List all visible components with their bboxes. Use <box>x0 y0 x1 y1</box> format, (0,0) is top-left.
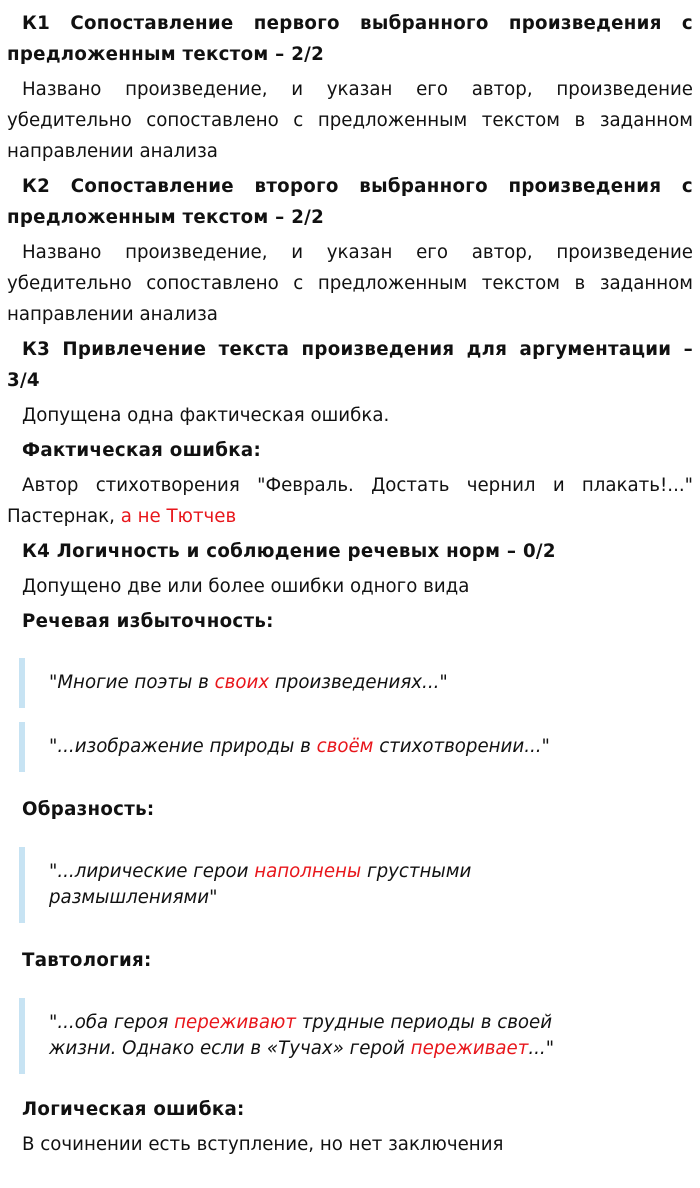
quote4-line2-highlight: переживает <box>410 1038 529 1059</box>
k1-text: Названо произведение, и указан его автор, произведение убедительно сопоставлено с предложенным текстом в заданном направлении анализа <box>7 79 693 162</box>
quote3-after: грустными <box>361 861 472 882</box>
quote4-line2-before: жизни. Однако если в «Тучах» герой <box>49 1038 411 1059</box>
quote3-highlight: наполнены <box>254 861 362 882</box>
quote1-highlight: своих <box>214 672 270 693</box>
quote4-highlight: переживают <box>174 1012 296 1033</box>
quote2-before: "...изображение природы в <box>49 736 317 757</box>
quote2-after: стихотворении..." <box>373 736 550 757</box>
k3-error-heading: Фактическая ошибка: <box>22 440 262 461</box>
quote4-after: трудные периоды в своей <box>295 1012 553 1033</box>
quote1-before: "Многие поэты в <box>49 672 215 693</box>
quote4-line2-after: ..." <box>528 1038 555 1059</box>
k4-heading: К4 Логичность и соблюдение речевых норм – 0/2 <box>22 541 556 562</box>
k3-error-text <box>7 470 693 532</box>
k2-heading: К2 Сопоставление второго выбранного произведения с предложенным текстом – 2/2 <box>7 176 693 228</box>
k3-text: Допущена одна фактическая ошибка. <box>22 405 390 426</box>
quote-tautology <box>19 998 693 1074</box>
quote3-line1 <box>49 859 693 885</box>
quote-redundancy-1 <box>19 658 693 708</box>
k3-heading: К3 Привлечение текста произведения для аргументации – 3/4 <box>7 339 693 391</box>
imagery-heading: Образность: <box>22 799 155 820</box>
quote1-after: произведениях..." <box>269 672 448 693</box>
k2-text: Названо произведение, и указан его автор, произведение убедительно сопоставлено с предложенным текстом в заданном направлении анализа <box>7 242 693 325</box>
k3-error-text-main: Автор стихотворения "Февраль. Достать чернил и плакать!..." Пастернак, <box>7 475 693 527</box>
quote-redundancy-2 <box>19 722 693 772</box>
k3-error-highlight: а не Тютчев <box>120 506 237 527</box>
k1-heading: К1 Сопоставление первого выбранного произведения с предложенным текстом – 2/2 <box>7 13 693 65</box>
logic-heading: Логическая ошибка: <box>22 1099 245 1120</box>
tautology-heading: Тавтология: <box>22 950 152 971</box>
k4-text: Допущено две или более ошибки одного вида <box>22 576 470 597</box>
quote4-line1 <box>49 1010 693 1036</box>
quote2-highlight: своём <box>316 736 374 757</box>
quote3-before: "...лирические герои <box>49 861 255 882</box>
redundancy-heading: Речевая избыточность: <box>22 611 274 632</box>
quote4-before: "...оба героя <box>49 1012 175 1033</box>
quote3-line2: размышлениями" <box>49 887 218 908</box>
quote-imagery <box>19 847 693 923</box>
quote4-line2 <box>49 1036 693 1062</box>
logic-text: В сочинении есть вступление, но нет заключения <box>22 1134 504 1155</box>
